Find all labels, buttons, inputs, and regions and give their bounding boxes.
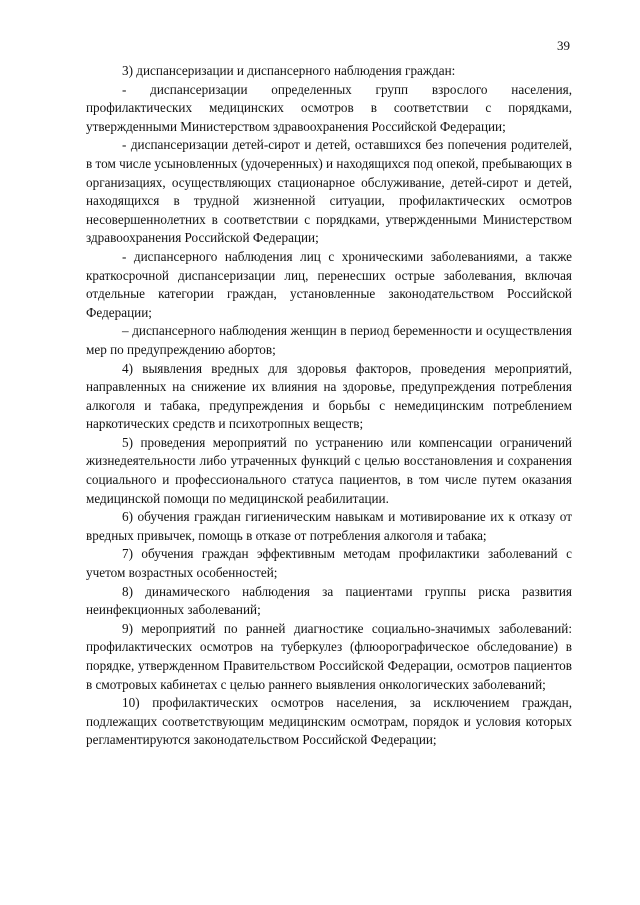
paragraph-orphan-screening: - диспансеризации детей-сирот и детей, оставшихся без попечения родителей, в том числе усыновленных (удочеренных) и находящихся под опекой, пребывающих в организациях, осуществляющих стационарное обслуживание, детей-сирот и детей, находящихся в трудной жизненной ситуации, профилактических осмотров несовершеннолетних в соответствии с порядками, утвержденными Министерством здравоохранения Российской Федерации; — [86, 137, 572, 246]
page-number: 39 — [557, 38, 570, 53]
paragraph-adult-screening: - диспансеризации определенных групп взрослого населения, профилактических медицинских осмотров в соответствии с порядками, утвержденными Министерством здравоохранения Российской Федерации; — [86, 81, 572, 134]
paragraph-pregnancy-observation: – диспансерного наблюдения женщин в период беременности и осуществления мер по предупреждению абортов; — [86, 323, 572, 357]
paragraph-item-7: 7) обучения граждан эффективным методам профилактики заболеваний с учетом возрастных особенностей; — [86, 546, 572, 581]
paragraph-item-8: 8) динамического наблюдения за пациентами группы риска развития неинфекционных заболеваний; — [86, 583, 572, 618]
paragraph-item-10: 10) профилактических осмотров населения, за исключением граждан, подлежащих соответствующим медицинским осмотрам, порядок и условия которых регламентируются законодательством Российской Федерации; — [86, 695, 572, 748]
paragraph-item-4: 4) выявления вредных для здоровья факторов, проведения мероприятий, направленных на снижение их влияния на здоровье, предупреждения потребления алкоголя и табака, предупреждения и борьбы с немедицинским потреблением наркотических средств и психотропных веществ; — [86, 360, 572, 432]
paragraph-item-6: 6) обучения граждан гигиеническим навыкам и мотивирование их к отказу от вредных привычек, помощь в отказе от потребления алкоголя и табака; — [86, 509, 572, 543]
paragraph-chronic-observation: - диспансерного наблюдения лиц с хроническими заболеваниями, а также краткосрочной диспансеризации лиц, перенесших острые заболевания, включая отдельные категории граждан, установленные законодательством Российской Федерации; — [86, 248, 572, 320]
paragraph-item-9: 9) мероприятий по ранней диагностике социально-значимых заболеваний: профилактических осмотров на туберкулез (флюорографическое обследование) в порядке, утвержденном Правительством Российской Федерации, осмотров пациентов в смотровых кабинетах с целью раннего выявления онкологических заболеваний; — [86, 620, 572, 692]
paragraph-item-5: 5) проведения мероприятий по устранению или компенсации ограничений жизнедеятельности либо утраченных функций с целью восстановления и сохранения социального и профессионального статуса пациентов, в том числе путем оказания медицинской помощи по медицинской реабилитации. — [86, 434, 572, 506]
paragraph-item-3-heading: 3) диспансеризации и диспансерного наблюдения граждан: — [122, 63, 456, 78]
body-text — [86, 62, 572, 750]
